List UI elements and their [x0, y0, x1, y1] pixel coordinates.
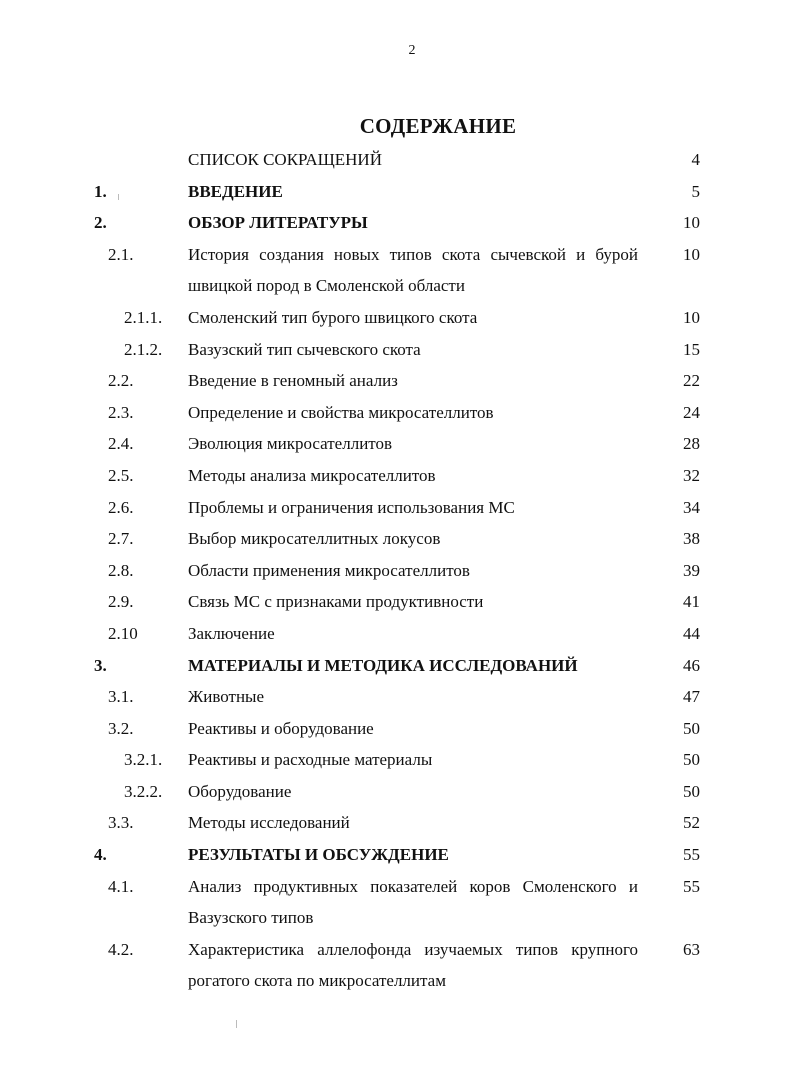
toc-entry-title: РЕЗУЛЬТАТЫ И ОБСУЖДЕНИЕ [188, 845, 449, 865]
toc-entry-page: 55 [683, 876, 700, 896]
toc-entry-page: 50 [683, 750, 700, 770]
toc-entry-page: 32 [683, 465, 700, 485]
toc-entry-number: 4. [94, 845, 107, 865]
toc-entry-page: 55 [683, 845, 700, 865]
toc-entry-page: 39 [683, 560, 700, 580]
toc-entry-number: 3. [94, 655, 107, 675]
toc-entry-title: Связь МС с признаками продуктивности [188, 592, 484, 612]
toc-entry-page: 10 [683, 307, 700, 327]
toc-entry-number: 2.10 [108, 623, 138, 643]
toc-entry-number: 3.2. [108, 718, 134, 738]
toc-entry-title: Оборудование [188, 781, 292, 801]
toc-entry-title: Заключение [188, 623, 275, 643]
toc-entry-page: 10 [683, 213, 700, 233]
toc-entry-title: МАТЕРИАЛЫ И МЕТОДИКА ИССЛЕДОВАНИЙ [188, 655, 578, 675]
toc-entry-title: Анализ продуктивных показателей коров Смоленского и Вазузского типов [188, 876, 638, 928]
toc-entry-page: 63 [683, 939, 700, 959]
toc-entry-number: 2.1.2. [124, 339, 163, 359]
toc-entry-page: 34 [683, 497, 700, 517]
toc-entry-page: 50 [683, 781, 700, 801]
toc-entry-title: ОБЗОР ЛИТЕРАТУРЫ [188, 213, 368, 233]
toc-entry-number: 3.3. [108, 813, 134, 833]
toc-entry-title: Реактивы и расходные материалы [188, 750, 433, 770]
toc-entry-title: Эволюция микросателлитов [188, 434, 393, 454]
toc-entry [0, 428, 792, 460]
toc-entry-number: 2.1.1. [124, 307, 163, 327]
toc-entry [0, 334, 792, 366]
toc-entry-page: 47 [683, 687, 700, 707]
toc-entry-page: 50 [683, 718, 700, 738]
toc-entry [0, 176, 792, 208]
toc-entry-number: 3.2.2. [124, 781, 163, 801]
toc-entry-title: ВВЕДЕНИЕ [188, 181, 283, 201]
toc-entry-number: 2.3. [108, 402, 134, 422]
toc-entry-title: Вазузский тип сычевского скота [188, 339, 421, 359]
toc-entry-number: 2. [94, 213, 107, 233]
toc-entry [0, 650, 792, 682]
toc-entry [0, 555, 792, 587]
toc-entry-number: 2.5. [108, 465, 134, 485]
toc-entry [0, 807, 792, 839]
toc-entry [0, 302, 792, 334]
toc-entry [0, 713, 792, 745]
toc-entry-page: 52 [683, 813, 700, 833]
toc-entry-title: Введение в геномный анализ [188, 371, 398, 391]
toc-entry-page: 5 [691, 181, 700, 201]
toc-entry [0, 523, 792, 555]
scan-speck [118, 194, 119, 200]
toc-entry [0, 207, 792, 239]
toc-entry-number: 4.1. [108, 876, 134, 896]
toc-entry-title: История создания новых типов скота сычевской и бурой швицкой пород в Смоленской области [188, 244, 638, 296]
toc-entry [0, 681, 792, 713]
toc-entry [0, 776, 792, 808]
toc-entry-number: 2.4. [108, 434, 134, 454]
toc-entry [0, 934, 792, 997]
toc-entry [0, 365, 792, 397]
toc-entry-title: Характеристика аллелофонда изучаемых типов крупного рогатого скота по микросателлитам [188, 939, 638, 991]
toc-entry-title: Реактивы и оборудование [188, 718, 374, 738]
toc-entry-title: Области применения микросателлитов [188, 560, 470, 580]
toc-entry-page: 44 [683, 623, 700, 643]
toc-entry-page: 28 [683, 434, 700, 454]
toc-entry-number: 2.6. [108, 497, 134, 517]
toc-entry [0, 492, 792, 524]
toc-entry-page: 46 [683, 655, 700, 675]
page-number: 2 [408, 43, 416, 58]
toc-entry [0, 397, 792, 429]
toc-entry-title: Выбор микросателлитных локусов [188, 529, 441, 549]
toc-entry [0, 871, 792, 934]
toc-entry-title: Методы анализа микросателлитов [188, 465, 436, 485]
scan-speck [236, 1020, 237, 1028]
toc-entry [0, 586, 792, 618]
toc-entry-title: СПИСОК СОКРАЩЕНИЙ [188, 150, 382, 169]
toc-entry-number: 2.7. [108, 529, 134, 549]
toc-entry-number: 3.2.1. [124, 750, 163, 770]
toc-entry-page: 4 [691, 150, 700, 169]
toc-entry-page: 22 [683, 371, 700, 391]
toc-entry-title: Животные [188, 687, 265, 707]
toc-entry-number: 2.1. [108, 244, 134, 264]
toc-entry-page: 24 [683, 402, 700, 422]
toc-entry-number: 1. [94, 181, 107, 201]
toc-entry-number: 3.1. [108, 687, 134, 707]
table-of-contents [0, 144, 792, 997]
toc-entry-title: Смоленский тип бурого швицкого скота [188, 307, 478, 327]
toc-entry-page: 10 [683, 244, 700, 264]
toc-entry-page: 15 [683, 339, 700, 359]
toc-entry [0, 744, 792, 776]
toc-entry-number: 4.2. [108, 939, 134, 959]
toc-entry [0, 239, 792, 302]
toc-entry-number: 2.9. [108, 592, 134, 612]
toc-entry [0, 618, 792, 650]
toc-entry-page: 38 [683, 529, 700, 549]
toc-entry-page: 41 [683, 592, 700, 612]
toc-entry [0, 839, 792, 871]
toc-entry-number: 2.8. [108, 560, 134, 580]
toc-entry [0, 144, 792, 176]
toc-entry [0, 460, 792, 492]
toc-entry-title: Определение и свойства микросателлитов [188, 402, 494, 422]
toc-entry-title: Методы исследований [188, 813, 350, 833]
page-title: СОДЕРЖАНИЕ [359, 114, 517, 138]
toc-entry-number: 2.2. [108, 371, 134, 391]
toc-entry-title: Проблемы и ограничения использования МС [188, 497, 515, 517]
